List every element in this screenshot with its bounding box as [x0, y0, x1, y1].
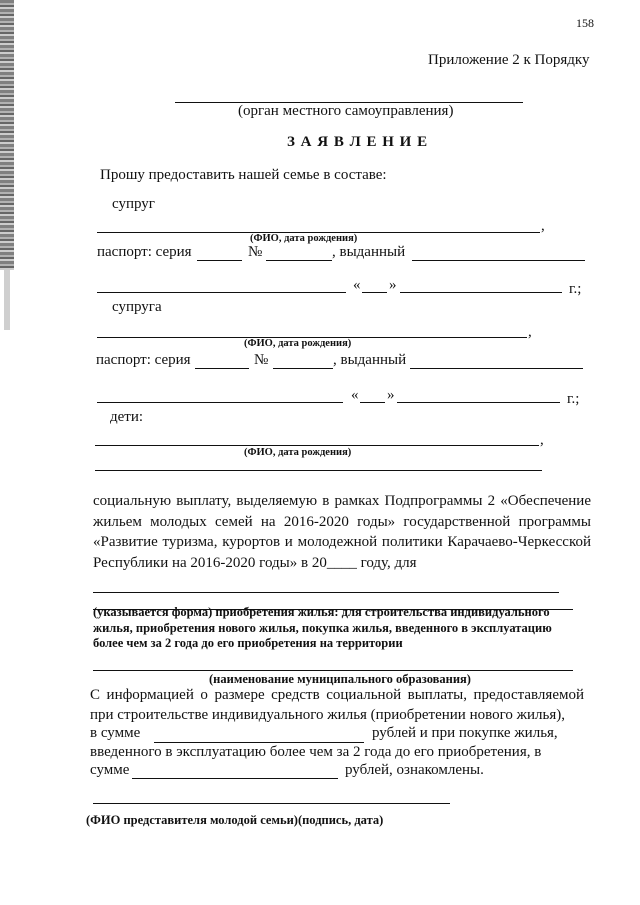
rubles-ack-label: рублей, ознакомлены. [345, 762, 484, 778]
issue-date-line[interactable] [400, 292, 562, 293]
issuer-line[interactable] [97, 292, 346, 293]
municipality-line[interactable] [93, 670, 573, 671]
document-title: З А Я В Л Е Н И Е [287, 134, 429, 150]
authority-caption: (орган местного самоуправления) [238, 103, 454, 119]
fio-caption: (ФИО, дата рождения) [250, 233, 358, 244]
children-fio-line[interactable] [95, 445, 539, 446]
passport-series-label: паспорт: серия [96, 352, 191, 368]
issued-by-label: , выданный [332, 244, 406, 260]
passport-number-line[interactable] [273, 368, 333, 369]
fio-caption: (ФИО, дата рождения) [244, 338, 352, 349]
amount-label: сумме [90, 762, 130, 778]
in-amount-label: в сумме [90, 725, 141, 741]
purchase-form-line[interactable] [93, 592, 559, 593]
appendix-label: Приложение 2 к Порядку [428, 52, 590, 68]
spouse-male-label: супруг [112, 196, 155, 212]
year-suffix: г.; [569, 281, 582, 297]
fio-caption: (ФИО, дата рождения) [244, 447, 352, 458]
municipality-caption: (наименование муниципального образования) [209, 672, 471, 686]
signature-line[interactable] [93, 803, 450, 804]
issuer-line[interactable] [97, 402, 343, 403]
spouse-female-label: супруга [112, 299, 162, 315]
passport-number-line[interactable] [266, 260, 332, 261]
children-label: дети: [110, 409, 144, 425]
comma: , [540, 432, 544, 448]
quote-close: » [387, 387, 395, 403]
signature-caption: (ФИО представителя молодой семьи)(подпись, дата) [86, 813, 384, 827]
comma: , [541, 218, 545, 234]
amount-old-line[interactable] [132, 778, 338, 779]
scan-edge-artifact [0, 0, 14, 270]
issued-by-line[interactable] [410, 368, 583, 369]
info-paragraph: С информацией о размере средств социальной выплаты, предоставляемой при строительстве индивидуального жилья (приобретении нового жилья), [90, 687, 584, 723]
year-suffix: г.; [567, 391, 580, 407]
rubles-purchase-label: рублей и при покупке жилья, [372, 725, 558, 741]
passport-series-line[interactable] [197, 260, 242, 261]
quote-open: « [351, 387, 359, 403]
issued-by-label: , выданный [333, 352, 407, 368]
page-number: 158 [576, 16, 594, 30]
intro-text: Прошу предоставить нашей семье в составе: [100, 167, 387, 183]
issue-date-line[interactable] [397, 402, 560, 403]
form-caption-top-line[interactable] [93, 609, 573, 610]
passport-series-line[interactable] [195, 368, 249, 369]
issue-day-line[interactable] [360, 402, 385, 403]
issued-by-line[interactable] [412, 260, 585, 261]
scan-edge-artifact [4, 270, 10, 330]
comma: , [528, 324, 532, 340]
issue-day-line[interactable] [362, 292, 387, 293]
children-extra-line[interactable] [95, 470, 542, 471]
info-paragraph-2: введенного в эксплуатацию более чем за 2 года до его приобретения, в [90, 744, 542, 760]
number-sign: № [254, 352, 269, 368]
payment-paragraph: социальную выплату, выделяемую в рамках Подпрограммы 2 «Обеспечение жильем молодых семей на 2016-2020 годы» государственной программы «Развитие туризма, курортов и молодежной политики Карачаево-Черкесской Республики на 2016-2020 годы» в 20____ году, для [93, 493, 591, 571]
quote-open: « [353, 277, 361, 293]
passport-series-label: паспорт: серия [97, 244, 192, 260]
number-sign: № [248, 244, 263, 260]
quote-close: » [389, 277, 397, 293]
form-caption: (указывается форма) приобретения жилья: для строительства индивидуального жилья, приобретения нового жилья, покупка жилья, введенного в эксплуатацию более чем за 2 года до его приобретения на территории [93, 605, 552, 650]
